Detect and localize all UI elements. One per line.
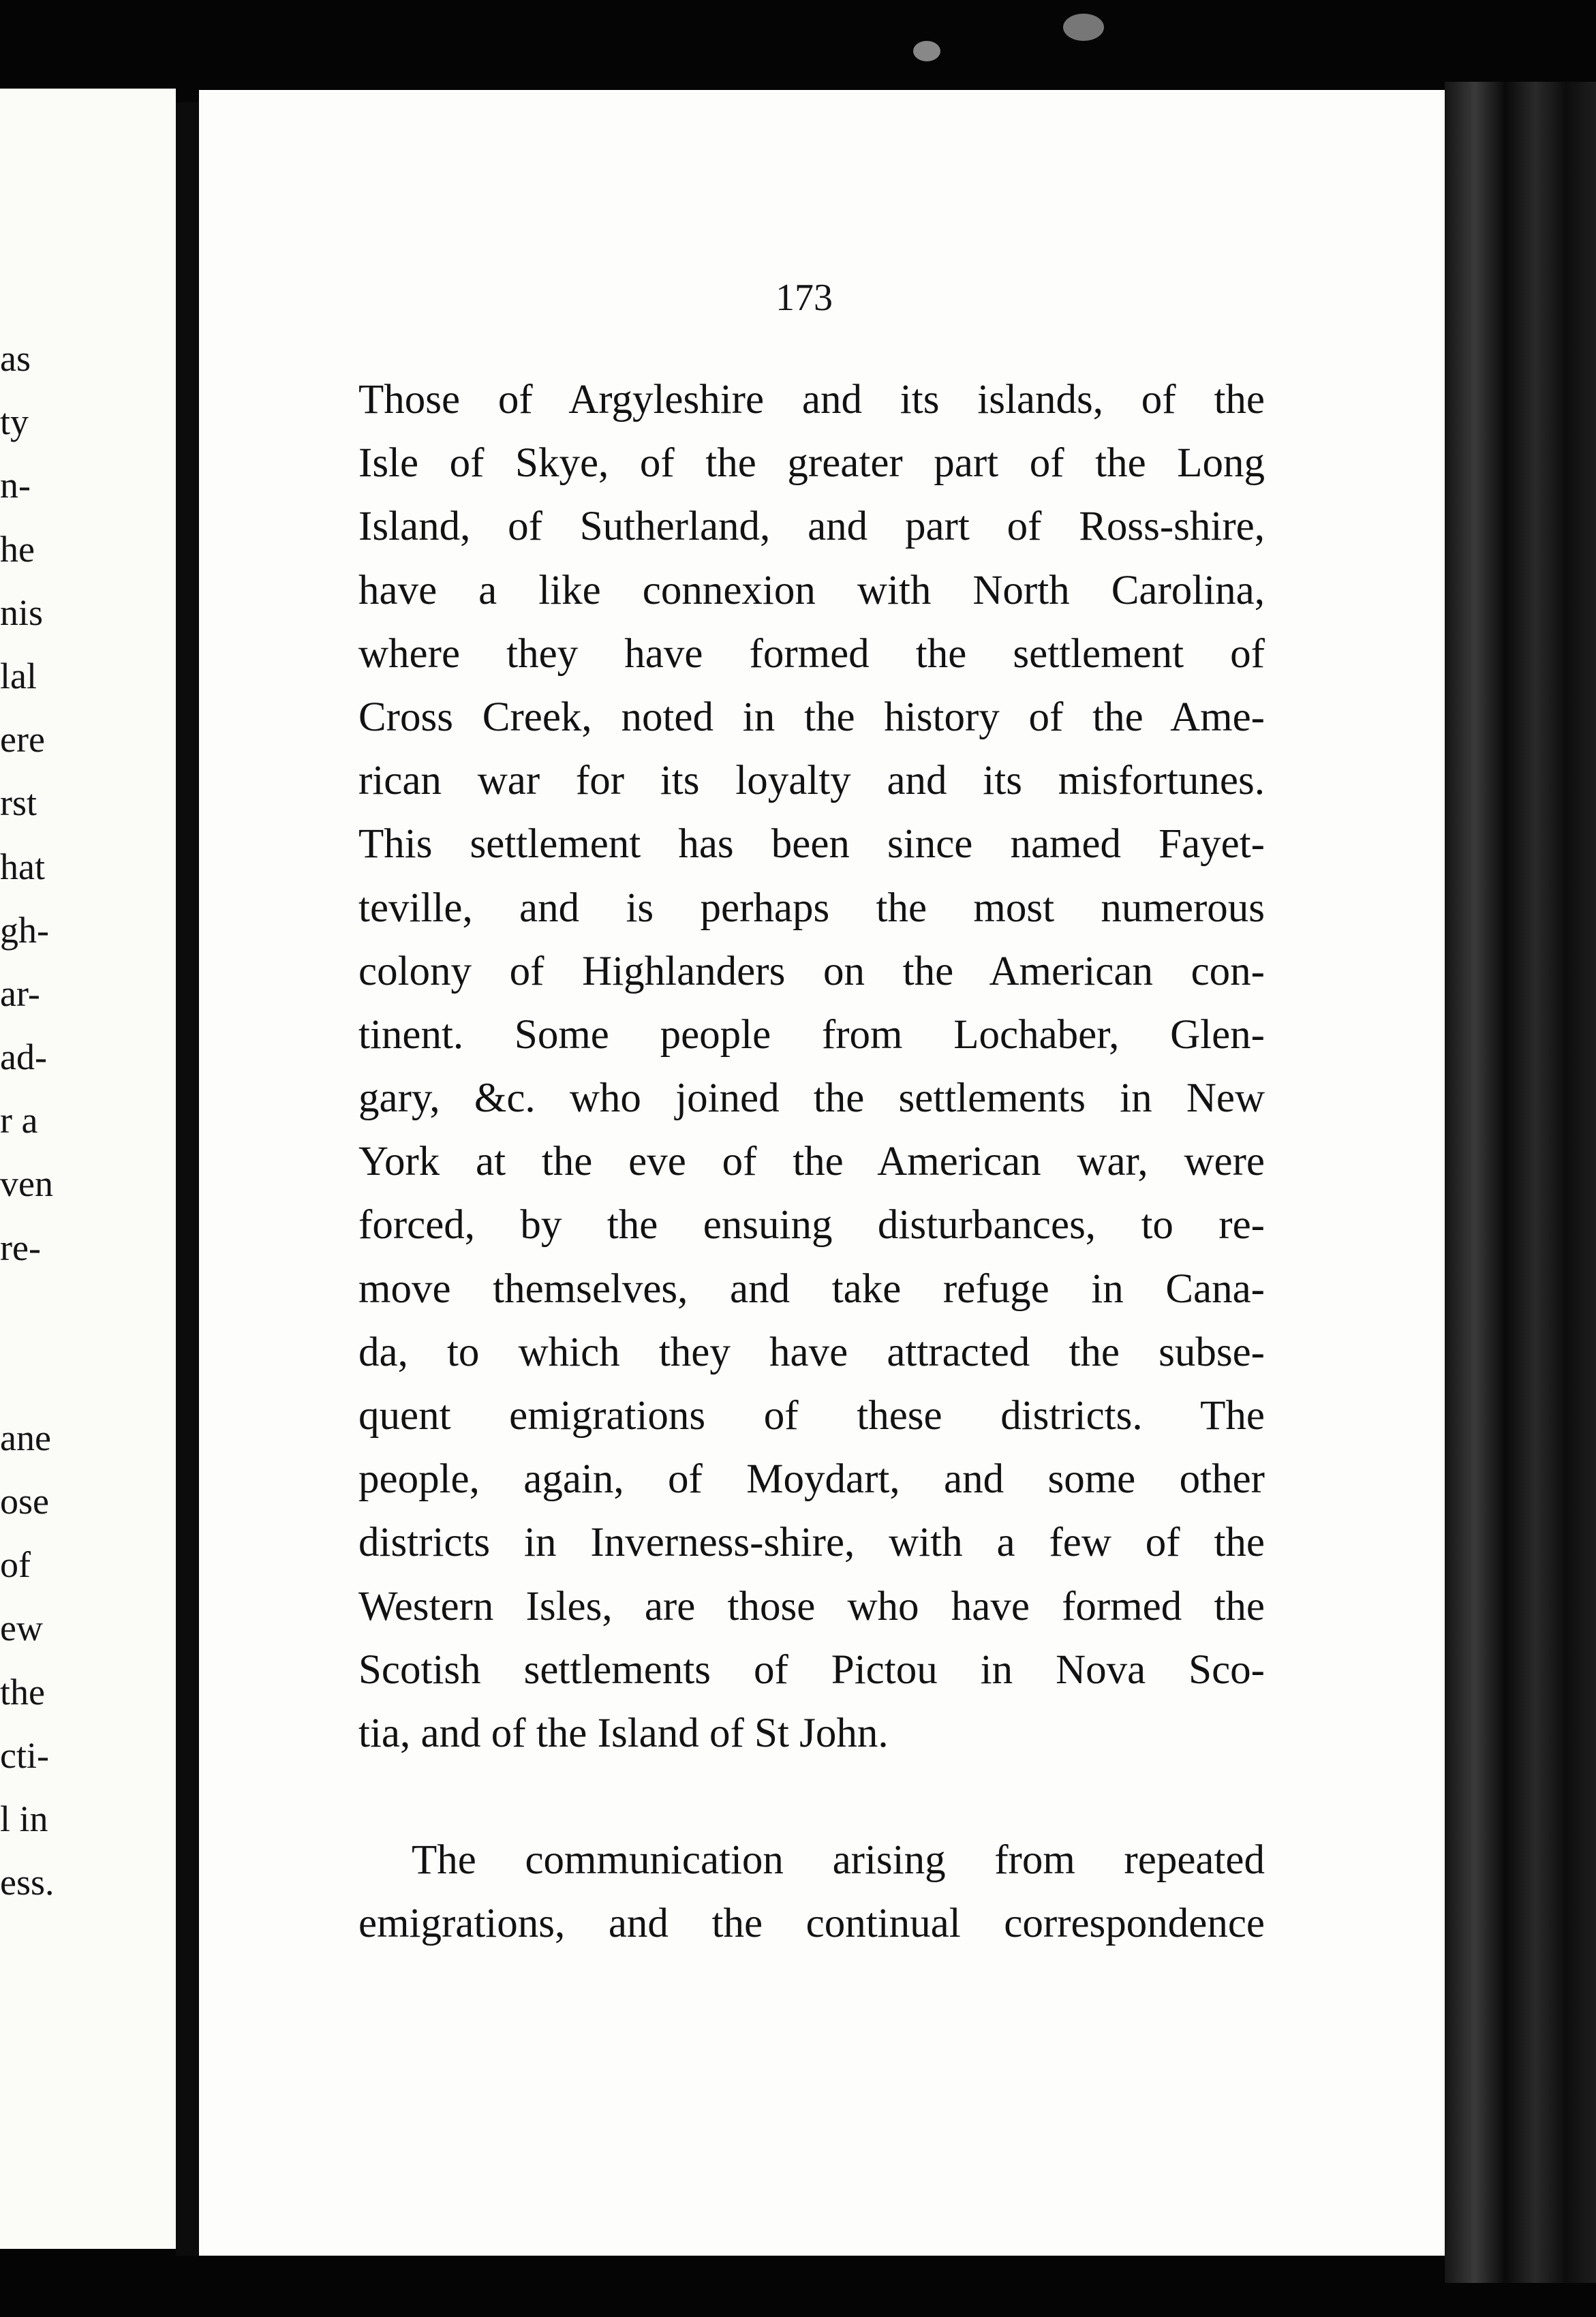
left-page-text-fragments [0, 327, 176, 1914]
paragraph-communication [358, 1828, 1265, 1955]
left-page-fragment: re- [0, 1227, 41, 1268]
left-page-fragment: as [0, 338, 31, 379]
left-page-fragment: lal [0, 655, 37, 696]
text-line: York at the eve of the American war, were [358, 1139, 1265, 1185]
body-text [358, 368, 1265, 1956]
text-line: forced, by the ensuing disturbances, to re- [358, 1202, 1265, 1248]
left-page-fragment: ty [0, 401, 29, 443]
left-page-fragment: ere [0, 719, 45, 761]
left-page-fragment: nis [0, 592, 44, 633]
left-page-fragment: of [0, 1544, 31, 1586]
left-page-fragment: rst [0, 782, 37, 824]
text-line: people, again, of Moydart, and some other [358, 1456, 1265, 1503]
left-page-fragment: ad- [0, 1037, 47, 1078]
left-page-fragment: ew [0, 1608, 43, 1649]
paragraph-emigrant-settlements [358, 368, 1265, 1765]
text-line: Cross Creek, noted in the history of the Ame- [358, 694, 1265, 740]
text-line: Scotish settlements of Pictou in Nova Sco- [358, 1646, 1265, 1693]
text-line: gary, &c. who joined the settlements in New [358, 1075, 1265, 1122]
left-page-fragment: ven [0, 1163, 53, 1205]
left-page-fragment: r a [0, 1100, 38, 1141]
left-page-fragment: the [0, 1671, 45, 1713]
text-line: Those of Argyleshire and its islands, of the [358, 377, 1265, 423]
text-line: Isle of Skye, of the greater part of the Long [358, 440, 1265, 487]
text-line: emigrations, and the continual correspondence [358, 1901, 1265, 1947]
left-page-fragment: he [0, 528, 35, 570]
left-page-fragment: gh- [0, 909, 49, 951]
scan-speck [913, 41, 940, 61]
text-line: rican war for its loyalty and its misfortunes. [358, 758, 1265, 804]
left-page-fragment [0, 1280, 176, 1407]
book-gutter [176, 102, 200, 2256]
text-line: da, to which they have attracted the subse- [358, 1329, 1265, 1375]
left-page-fragment: ar- [0, 972, 40, 1014]
text-line: tinent. Some people from Lochaber, Glen- [358, 1011, 1265, 1058]
text-line: This settlement has been since named Fayet- [358, 821, 1265, 868]
text-line: teville, and is perhaps the most numerous [358, 885, 1265, 931]
text-line: have a like connexion with North Carolina, [358, 567, 1265, 613]
left-page-fragment: hat [0, 846, 45, 887]
text-line: The communication arising from repeated [412, 1837, 1265, 1884]
text-line: where they have formed the settlement of [358, 630, 1265, 677]
left-page-fragment: ess. [0, 1862, 55, 1903]
left-page-fragment: ose [0, 1481, 49, 1522]
text-line: tia, and of the Island of St John. [358, 1710, 889, 1756]
left-page-fragment: ane [0, 1417, 51, 1458]
text-line: quent emigrations of these districts. The [358, 1393, 1265, 1439]
page-number: 173 [776, 277, 833, 319]
text-line: Western Isles, are those who have formed the [358, 1583, 1265, 1629]
left-page-fragment: n- [0, 465, 31, 506]
scan-speck [1063, 14, 1104, 41]
text-line: districts in Inverness-shire, with a few of the [358, 1520, 1265, 1566]
left-page-fragment: cti- [0, 1734, 49, 1776]
left-page-fragment: l in [0, 1798, 48, 1839]
text-line: move themselves, and take refuge in Cana- [358, 1265, 1265, 1312]
text-line: colony of Highlanders on the American con- [358, 948, 1265, 994]
page-edge [1445, 82, 1596, 2283]
text-line: Island, of Sutherland, and part of Ross-shire, [358, 504, 1265, 550]
